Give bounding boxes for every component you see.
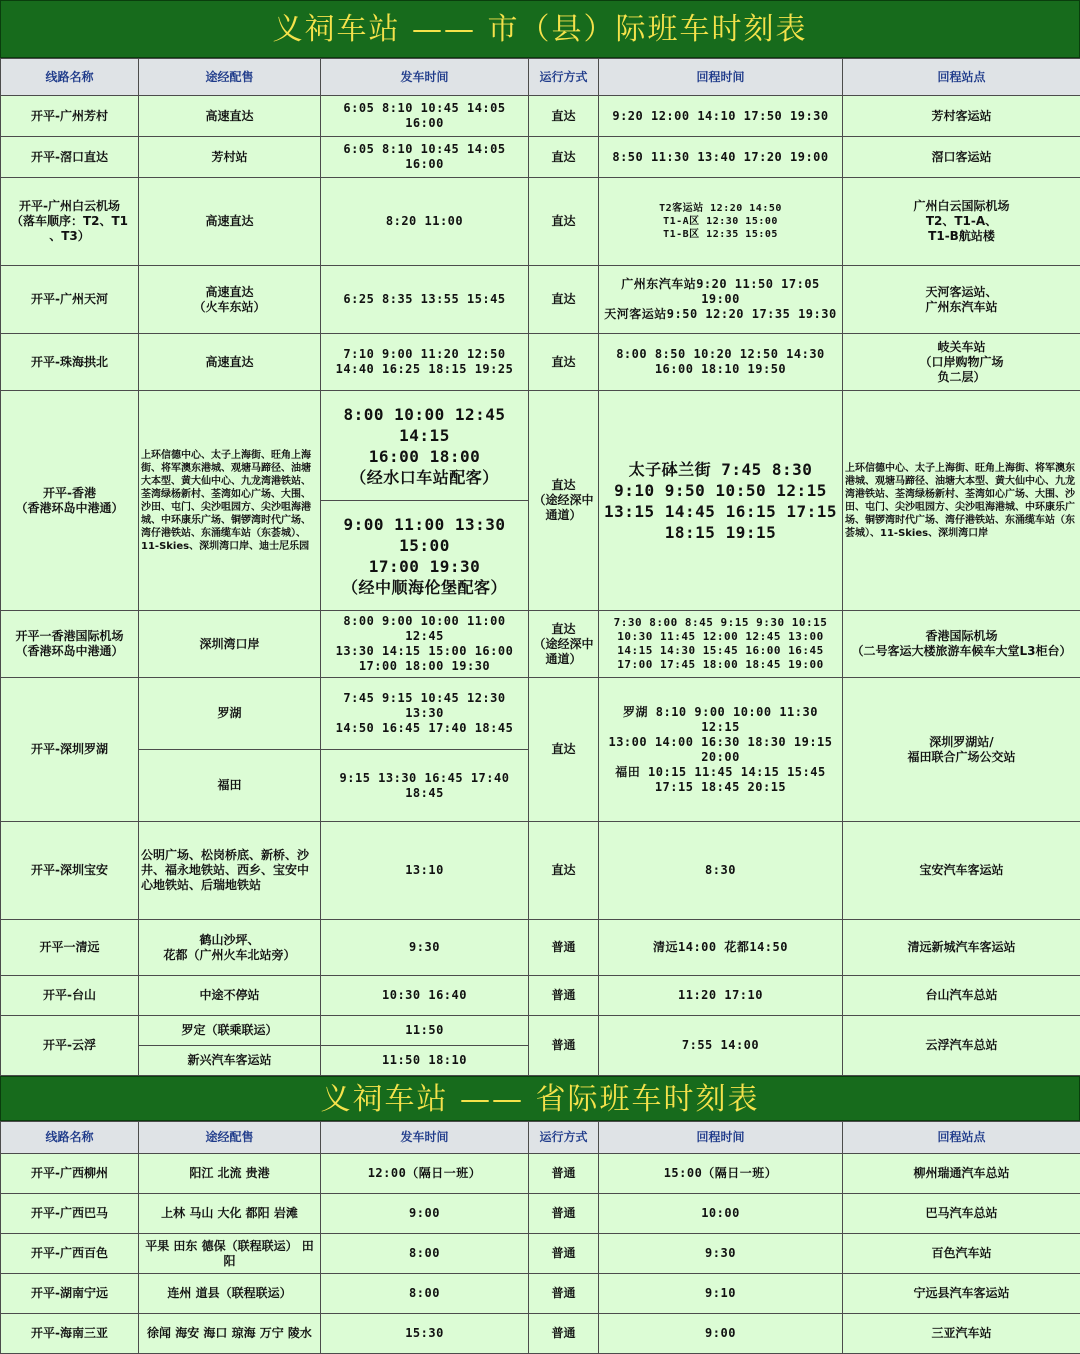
header-route: 线路名称	[1, 1122, 139, 1154]
mode-cell: 普通	[529, 1154, 599, 1194]
route-cell: 开平-广西柳州	[1, 1154, 139, 1194]
route-cell: 开平-广州白云机场 （落车顺序：T2、T1 、T3）	[1, 178, 139, 266]
via-cell: 高速直达	[139, 334, 321, 391]
mode-cell: 普通	[529, 976, 599, 1016]
return-station-cell: 上环信德中心、太子上海街、旺角上海街、将军澳东港城、观塘马蹄径、油塘大本型、黄大仙中心、九龙湾港铁站、荃湾绿杨新村、荃湾如心广场、大围、沙田、屯门、尖沙咀园方、尖沙咀海港城、中环康乐广场、铜锣湾时代广场、湾仔港铁站、东涌缆车站（东荟城）、11-Skies、深圳湾口岸	[843, 391, 1080, 611]
return-time-cell: 罗湖 8:10 9:00 10:00 11:30 12:15 13:00 14:00 16:30 18:30 19:15 20:00 福田 10:15 11:45 14:15 15:45 17:15 18:45 20:15	[599, 678, 843, 822]
via-cell: 中途不停站	[139, 976, 321, 1016]
header-via: 途经配售	[139, 59, 321, 96]
return-time-cell: 9:10	[599, 1274, 843, 1314]
table-row	[1, 1194, 1080, 1234]
table-row	[1, 1274, 1080, 1314]
table-row	[1, 611, 1080, 678]
depart-cell: 11:50	[321, 1016, 529, 1046]
return-time-cell: 11:20 17:10	[599, 976, 843, 1016]
return-time-cell: 15:00（隔日一班）	[599, 1154, 843, 1194]
route-cell: 开平-香港 （香港环岛中港通）	[1, 391, 139, 611]
table-row	[1, 266, 1080, 334]
via-cell: 鹤山沙坪、 花都（广州火车北站旁）	[139, 920, 321, 976]
return-station-cell: 香港国际机场 （二号客运大楼旅游车候车大堂L3柜台）	[843, 611, 1080, 678]
return-time-cell: 8:00 8:50 10:20 12:50 14:30 16:00 18:10 19:50	[599, 334, 843, 391]
mode-cell: 直达	[529, 266, 599, 334]
provincial-table	[0, 1121, 1080, 1354]
mode-cell: 直达	[529, 178, 599, 266]
table-row	[1, 1314, 1080, 1354]
mode-cell: 普通	[529, 920, 599, 976]
header-mode: 运行方式	[529, 59, 599, 96]
return-time-cell: 8:50 11:30 13:40 17:20 19:00	[599, 137, 843, 178]
provincial-title: 义祠车站 —— 省际班车时刻表	[0, 1076, 1080, 1121]
depart-cell: 13:10	[321, 822, 529, 920]
via-cell: 平果 田东 德保（联程联运） 田阳	[139, 1234, 321, 1274]
return-time-cell: 10:00	[599, 1194, 843, 1234]
mode-cell: 普通	[529, 1274, 599, 1314]
route-cell: 开平-深圳罗湖	[1, 678, 139, 822]
depart-cell: 7:45 9:15 10:45 12:30 13:30 14:50 16:45 17:40 18:45	[321, 678, 529, 750]
depart-cell: 8:00	[321, 1234, 529, 1274]
mode-cell: 直达 （途经深中 通道）	[529, 391, 599, 611]
route-cell: 开平-深圳宝安	[1, 822, 139, 920]
header-return-time: 回程时间	[599, 59, 843, 96]
return-station-cell: 广州白云国际机场 T2、T1-A、 T1-B航站楼	[843, 178, 1080, 266]
table-row	[1, 96, 1080, 137]
mode-cell: 普通	[529, 1314, 599, 1354]
return-time-cell: 8:30	[599, 822, 843, 920]
table-row	[1, 178, 1080, 266]
via-cell: 徐闻 海安 海口 琼海 万宁 陵水	[139, 1314, 321, 1354]
depart-cell: 9:00	[321, 1194, 529, 1234]
route-cell: 开平一香港国际机场 （香港环岛中港通）	[1, 611, 139, 678]
route-cell: 开平-广州芳村	[1, 96, 139, 137]
depart-cell: 9:30	[321, 920, 529, 976]
mode-cell: 直达	[529, 822, 599, 920]
return-station-cell: 宝安汽车客运站	[843, 822, 1080, 920]
table-row	[1, 1234, 1080, 1274]
return-station-cell: 芳村客运站	[843, 96, 1080, 137]
table-row	[1, 678, 1080, 750]
return-station-cell: 台山汽车总站	[843, 976, 1080, 1016]
return-time-cell: T2客运站 12:20 14:50 T1-A区 12:30 15:00 T1-B区 12:35 15:05	[599, 178, 843, 266]
table-row	[1, 976, 1080, 1016]
table-row	[1, 1016, 1080, 1046]
intercity-header-row	[1, 59, 1080, 96]
intercity-table	[0, 58, 1080, 1076]
via-cell: 上林 马山 大化 都阳 岩滩	[139, 1194, 321, 1234]
via-cell: 芳村站	[139, 137, 321, 178]
table-row	[1, 391, 1080, 501]
via-cell: 高速直达 （火车东站）	[139, 266, 321, 334]
depart-cell: 8:00	[321, 1274, 529, 1314]
return-station-cell: 清远新城汽车客运站	[843, 920, 1080, 976]
return-station-cell: 岐关车站 （口岸购物广场 负二层）	[843, 334, 1080, 391]
mode-cell: 直达	[529, 96, 599, 137]
header-return-station: 回程站点	[843, 59, 1080, 96]
mode-cell: 直达	[529, 334, 599, 391]
table-row	[1, 137, 1080, 178]
mode-cell: 普通	[529, 1194, 599, 1234]
route-cell: 开平-台山	[1, 976, 139, 1016]
mode-cell: 直达 （途经深中 通道）	[529, 611, 599, 678]
via-cell: 福田	[139, 750, 321, 822]
mode-cell: 普通	[529, 1234, 599, 1274]
header-depart: 发车时间	[321, 1122, 529, 1154]
via-cell: 深圳湾口岸	[139, 611, 321, 678]
depart-cell: 8:00 10:00 12:45 14:15 16:00 18:00 （经水口车站配客）	[321, 391, 529, 501]
header-route: 线路名称	[1, 59, 139, 96]
return-station-cell: 天河客运站、 广州东汽车站	[843, 266, 1080, 334]
via-cell: 高速直达	[139, 96, 321, 137]
depart-cell: 6:25 8:35 13:55 15:45	[321, 266, 529, 334]
return-time-cell: 太子砵兰街 7:45 8:30 9:10 9:50 10:50 12:15 13:15 14:45 16:15 17:15 18:15 19:15	[599, 391, 843, 611]
return-time-cell: 广州东汽车站9:20 11:50 17:05 19:00 天河客运站9:50 12:20 17:35 19:30	[599, 266, 843, 334]
return-station-cell: 巴马汽车总站	[843, 1194, 1080, 1234]
return-station-cell: 百色汽车站	[843, 1234, 1080, 1274]
depart-cell: 15:30	[321, 1314, 529, 1354]
table-row	[1, 920, 1080, 976]
route-cell: 开平-湖南宁远	[1, 1274, 139, 1314]
table-row	[1, 1154, 1080, 1194]
return-station-cell: 深圳罗湖站/ 福田联合广场公交站	[843, 678, 1080, 822]
depart-cell: 8:00 9:00 10:00 11:00 12:45 13:30 14:15 15:00 16:00 17:00 18:00 19:30	[321, 611, 529, 678]
route-cell: 开平-滘口直达	[1, 137, 139, 178]
depart-cell: 10:30 16:40	[321, 976, 529, 1016]
return-station-cell: 滘口客运站	[843, 137, 1080, 178]
header-mode: 运行方式	[529, 1122, 599, 1154]
route-cell: 开平-广州天河	[1, 266, 139, 334]
mode-cell: 直达	[529, 678, 599, 822]
via-cell: 上环信德中心、太子上海街、旺角上海街、将军澳东港城、观塘马蹄径、油塘大本型、黄大仙中心、九龙湾港铁站、荃湾绿杨新村、荃湾如心广场、大围、沙田、屯门、尖沙咀园方、尖沙咀海港城、中环康乐广场、铜锣湾时代广场、湾仔港铁站、东涌缆车站（东荟城）、11-Skies、深圳湾口岸、迪士尼乐园	[139, 391, 321, 611]
via-cell: 罗定（联乘联运）	[139, 1016, 321, 1046]
return-time-cell: 9:20 12:00 14:10 17:50 19:30	[599, 96, 843, 137]
header-depart: 发车时间	[321, 59, 529, 96]
mode-cell: 普通	[529, 1016, 599, 1076]
return-time-cell: 9:30	[599, 1234, 843, 1274]
return-time-cell: 清远14:00 花都14:50	[599, 920, 843, 976]
via-cell: 新兴汽车客运站	[139, 1046, 321, 1076]
route-cell: 开平-珠海拱北	[1, 334, 139, 391]
depart-cell: 9:00 11:00 13:30 15:00 17:00 19:30 （经中顺海伦堡配客）	[321, 501, 529, 611]
return-station-cell: 柳州瑞通汽车总站	[843, 1154, 1080, 1194]
provincial-header-row	[1, 1122, 1080, 1154]
return-time-cell: 9:00	[599, 1314, 843, 1354]
intercity-title: 义祠车站 —— 市（县）际班车时刻表	[0, 0, 1080, 58]
depart-cell: 12:00（隔日一班）	[321, 1154, 529, 1194]
return-station-cell: 三亚汽车站	[843, 1314, 1080, 1354]
return-station-cell: 云浮汽车总站	[843, 1016, 1080, 1076]
depart-cell: 6:05 8:10 10:45 14:05 16:00	[321, 96, 529, 137]
route-cell: 开平一清远	[1, 920, 139, 976]
route-cell: 开平-云浮	[1, 1016, 139, 1076]
depart-cell: 11:50 18:10	[321, 1046, 529, 1076]
header-via: 途经配售	[139, 1122, 321, 1154]
header-return-station: 回程站点	[843, 1122, 1080, 1154]
via-cell: 连州 道县（联程联运）	[139, 1274, 321, 1314]
via-cell: 高速直达	[139, 178, 321, 266]
header-return-time: 回程时间	[599, 1122, 843, 1154]
via-cell: 阳江 北流 贵港	[139, 1154, 321, 1194]
mode-cell: 直达	[529, 137, 599, 178]
via-cell: 公明广场、松岗桥底、新桥、沙井、福永地铁站、西乡、宝安中心地铁站、后瑞地铁站	[139, 822, 321, 920]
return-time-cell: 7:55 14:00	[599, 1016, 843, 1076]
depart-cell: 8:20 11:00	[321, 178, 529, 266]
depart-cell: 6:05 8:10 10:45 14:05 16:00	[321, 137, 529, 178]
table-row	[1, 334, 1080, 391]
depart-cell: 9:15 13:30 16:45 17:40 18:45	[321, 750, 529, 822]
via-cell: 罗湖	[139, 678, 321, 750]
table-row	[1, 822, 1080, 920]
return-time-cell: 7:30 8:00 8:45 9:15 9:30 10:15 10:30 11:45 12:00 12:45 13:00 14:15 14:30 15:45 16:00 16:45 17:00 17:45 18:00 18:45 19:00	[599, 611, 843, 678]
depart-cell: 7:10 9:00 11:20 12:50 14:40 16:25 18:15 19:25	[321, 334, 529, 391]
return-station-cell: 宁远县汽车客运站	[843, 1274, 1080, 1314]
route-cell: 开平-广西巴马	[1, 1194, 139, 1234]
route-cell: 开平-海南三亚	[1, 1314, 139, 1354]
route-cell: 开平-广西百色	[1, 1234, 139, 1274]
